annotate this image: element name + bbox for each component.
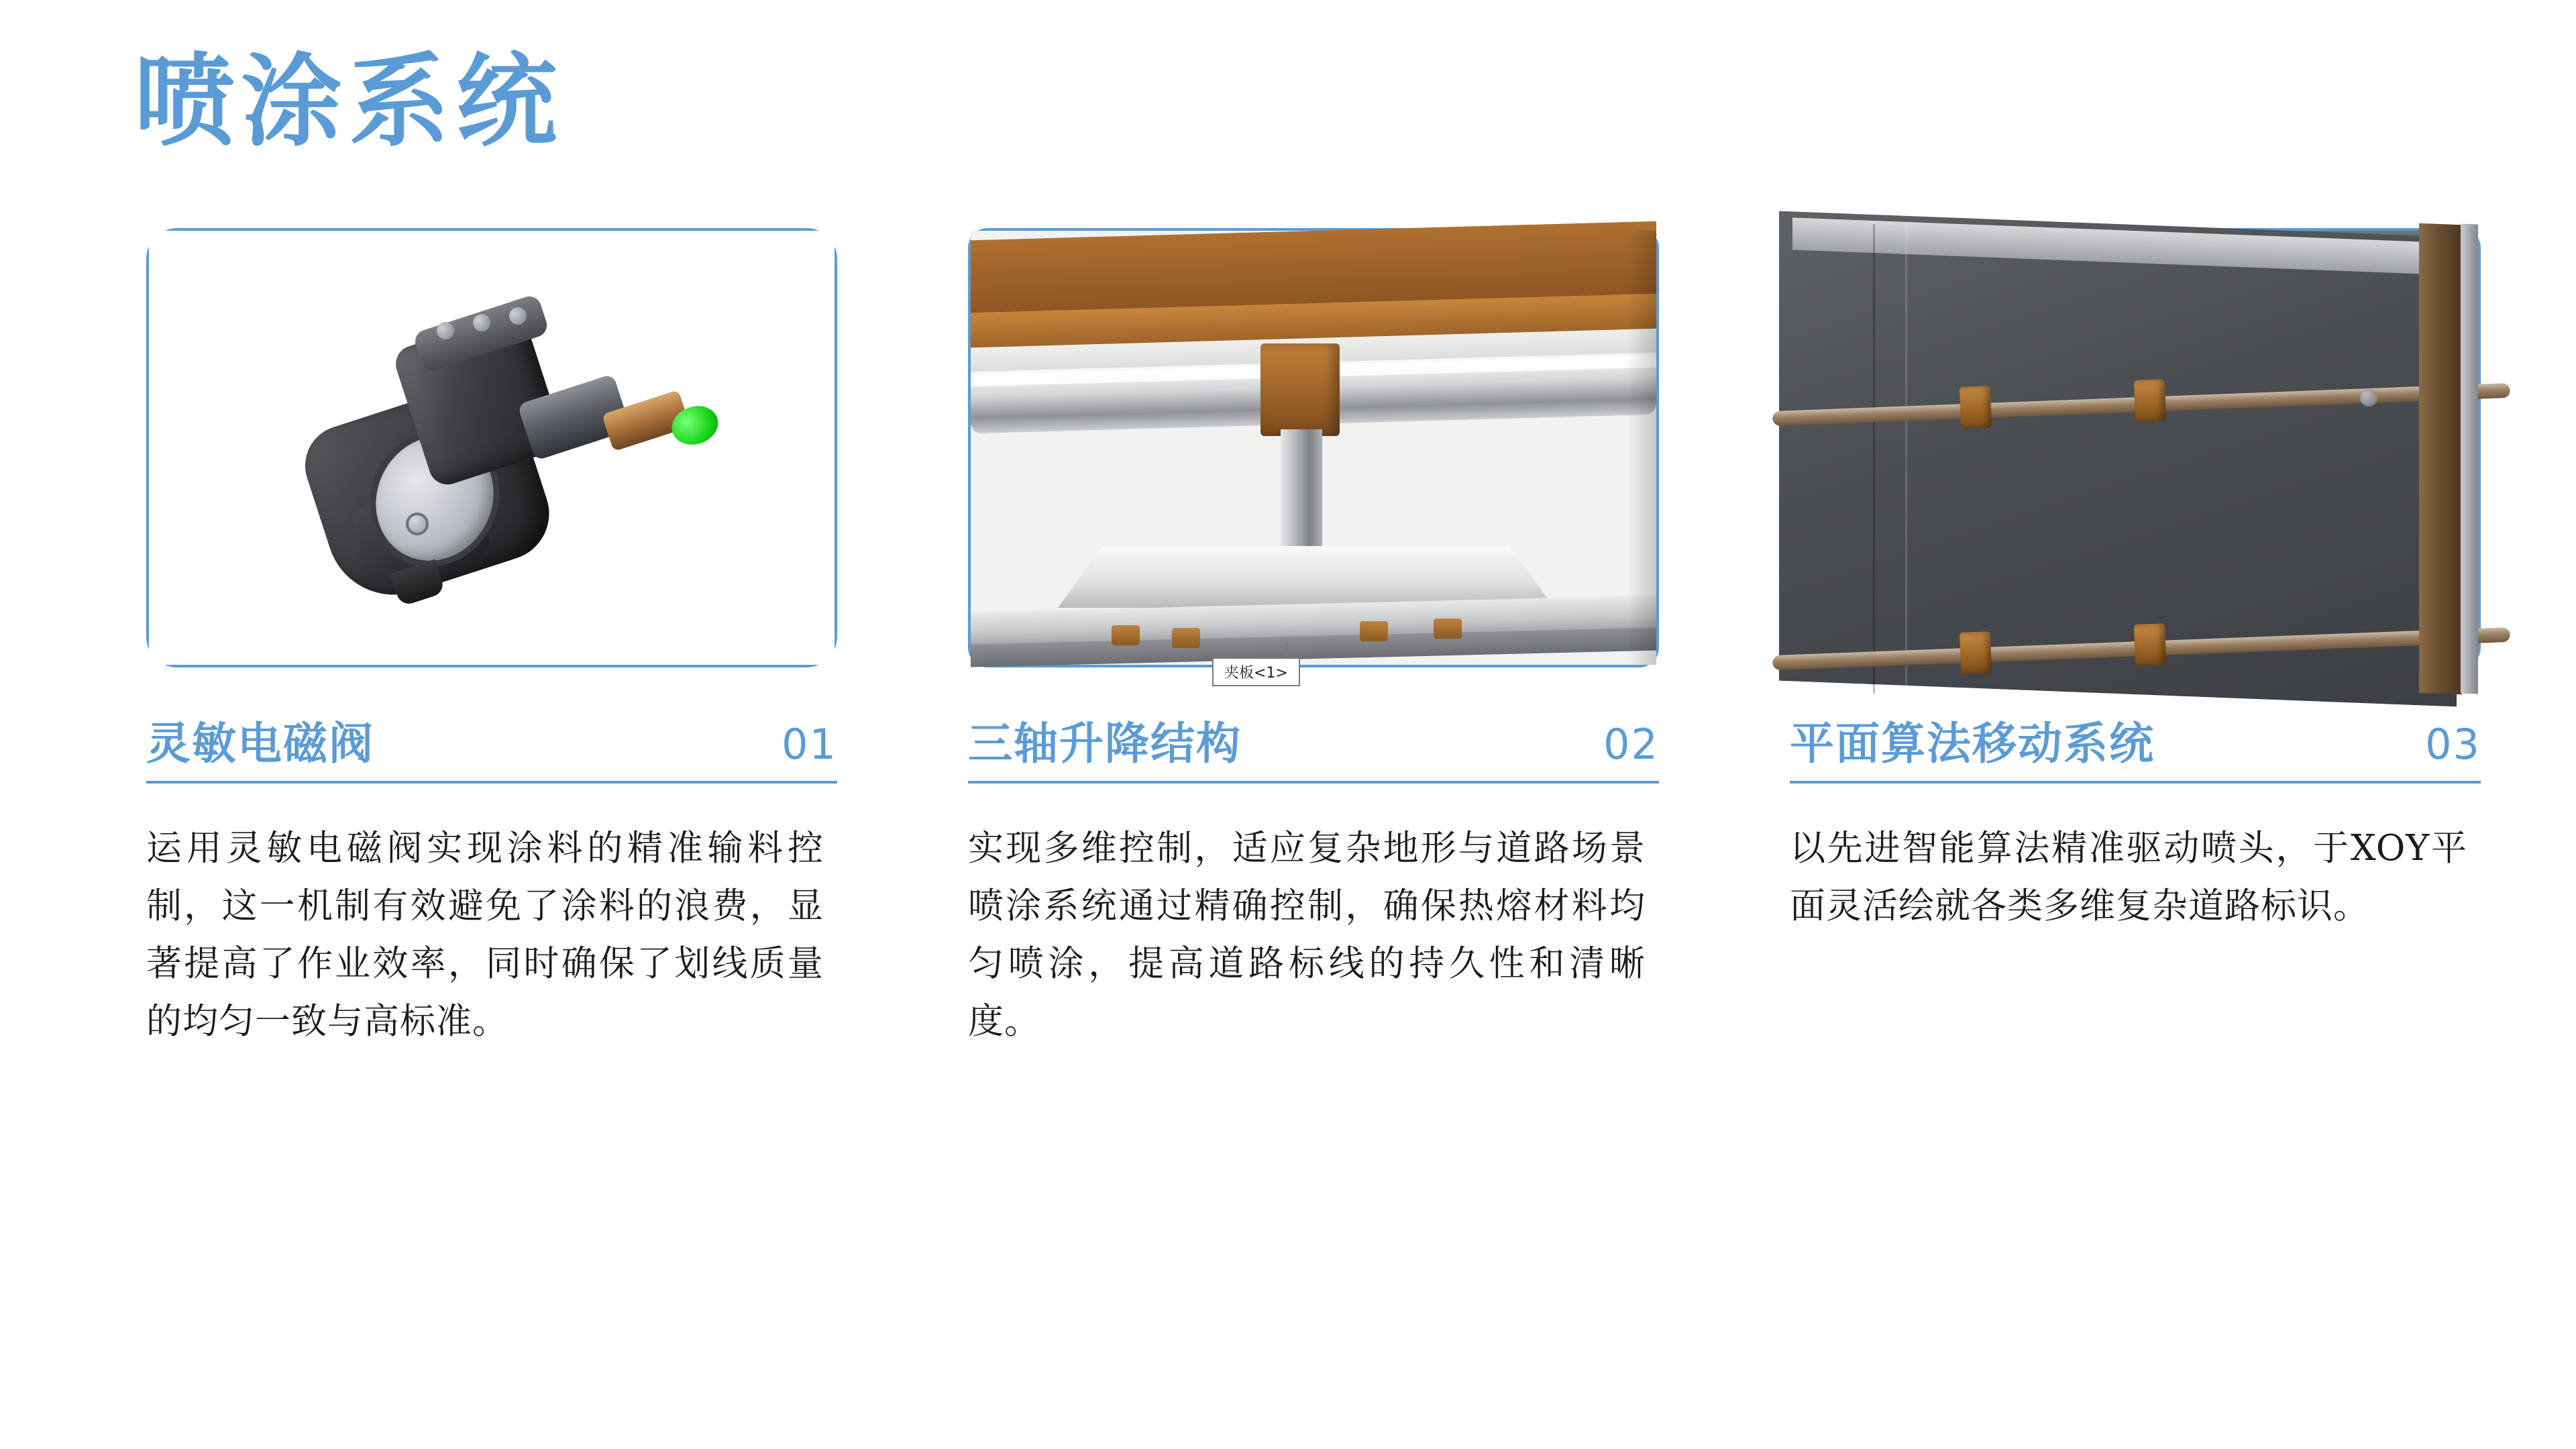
page-title: 喷涂系统 <box>134 44 564 160</box>
callout-leader-line <box>1286 641 1287 659</box>
planar-moving-system-render <box>1792 231 2478 665</box>
valve-assembly-illustration <box>257 287 727 609</box>
image-frame-three-axis-lift <box>968 228 1659 682</box>
feature-body-3: 以先进智能算法精准驱动喷头，于XOY平面灵活绘就各类多维复杂道路标识。 <box>1790 828 2467 926</box>
feature-heading-row-2 <box>968 708 1659 771</box>
lift-collar <box>1260 343 1340 436</box>
solenoid-valve-render <box>149 231 835 665</box>
feature-heading-row-1 <box>146 708 837 771</box>
figure-background <box>1792 231 2478 665</box>
rod-bracket <box>1960 386 1992 429</box>
image-frame-solenoid-valve <box>146 228 837 667</box>
rail-clip <box>1112 625 1140 645</box>
feature-heading-1: 灵敏电磁阀 <box>146 717 374 769</box>
rail-clip <box>1434 619 1462 639</box>
rod-bracket <box>1960 631 1992 674</box>
figure-side-shadow <box>1627 231 1656 665</box>
feature-heading-3: 平面算法移动系统 <box>1790 717 2155 769</box>
heading-divider-1 <box>146 781 837 784</box>
feature-column-1 <box>146 228 857 1050</box>
three-axis-lift-render <box>971 231 1656 682</box>
feature-column-3 <box>1790 228 2501 935</box>
feature-body-2: 实现多维控制，适应复杂地形与道路场景喷涂系统通过精确控制，确保热熔材料均匀喷涂，提高道路标线的持久性和清晰度。 <box>968 828 1646 1042</box>
panel-seam <box>1873 224 1875 694</box>
rod-bracket <box>2134 623 2166 666</box>
feature-heading-row-3 <box>1790 708 2481 771</box>
feature-heading-2: 三轴升降结构 <box>968 717 1242 769</box>
rod-bracket <box>2134 379 2166 422</box>
feature-column-2 <box>968 228 1679 1050</box>
right-side-rail <box>2419 223 2462 694</box>
rail-clip <box>1172 628 1200 648</box>
right-metal-edge <box>2461 224 2478 694</box>
lift-post <box>1281 429 1322 557</box>
heading-divider-3 <box>1790 781 2481 784</box>
disc-bolt-icon <box>406 513 429 535</box>
rail-clip <box>1360 621 1388 641</box>
feature-number-2: 02 <box>1603 720 1659 769</box>
image-frame-planar-system <box>1790 228 2481 667</box>
heading-divider-2 <box>968 781 1659 784</box>
feature-body-1: 运用灵敏电磁阀实现涂料的精准输料控制，这一机制有效避免了涂料的浪费，显著提高了作业效率，同时确保了划线质量的均匀一致与高标准。 <box>146 828 824 1042</box>
figure-background <box>971 231 1656 682</box>
panel-seam <box>1905 224 1907 694</box>
cad-part-callout: 夹板<1> <box>1212 657 1300 686</box>
panel-screw-icon <box>2360 389 2377 407</box>
feature-number-3: 03 <box>2425 720 2481 769</box>
spray-head-plate <box>1058 546 1554 608</box>
feature-columns <box>0 228 2576 1409</box>
chassis-panel <box>1779 211 2457 707</box>
feature-number-1: 01 <box>782 720 837 769</box>
